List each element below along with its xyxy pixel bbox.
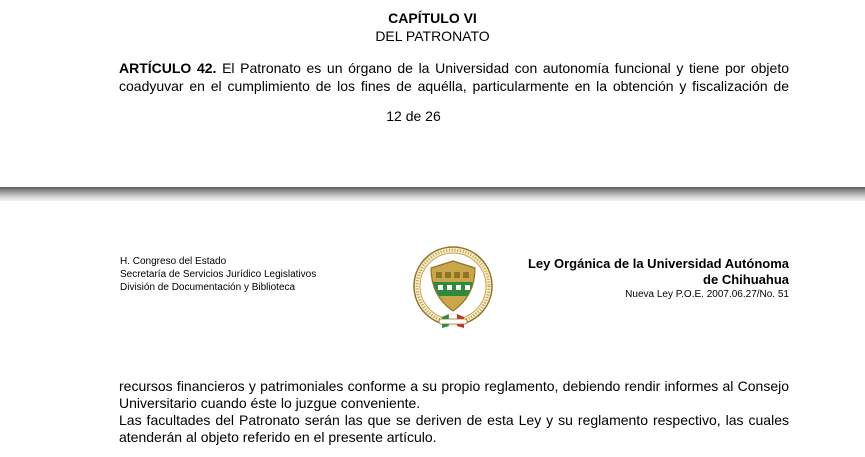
article-label: ARTÍCULO 42. <box>119 60 217 76</box>
body-paragraph: recursos financieros y patrimoniales conforme a su propio reglamento, debiendo rendir informes al Consejo Universitario cuando éste lo juzgue conveniente. <box>119 378 789 411</box>
document-page-upper <box>0 0 865 187</box>
body-paragraph: Las facultades del Patronato serán las que se deriven de esta Ley y su reglamento respectivo, las cuales atenderán al objeto referido en el presente artículo. <box>119 412 789 445</box>
header-right <box>528 256 789 302</box>
congress-seal-icon <box>412 244 494 334</box>
chapter-subtitle: DEL PATRONATO <box>375 28 490 44</box>
article-42-paragraph <box>119 59 789 95</box>
header-left-line: Secretaría de Servicios Jurídico Legislativos <box>120 269 317 280</box>
page-separator <box>0 187 865 201</box>
article-text: El Patronato es un órgano de la Universidad con autonomía funcional y tiene por objeto coadyuvar en el cumplimiento de los fines de aquélla, particularmente en la obtención y fiscalización de <box>119 60 789 94</box>
header-left-line: División de Documentación y Biblioteca <box>120 282 296 293</box>
law-title-line2: de Chihuahua <box>703 272 789 287</box>
header-left <box>120 255 316 294</box>
law-subtitle: Nueva Ley P.O.E. 2007.06.27/No. 51 <box>625 289 789 300</box>
law-title-line1: Ley Orgánica de la Universidad Autónoma <box>527 256 789 271</box>
document-page-lower <box>0 201 865 457</box>
page-number: 12 de 26 <box>386 108 441 124</box>
chapter-title: CAPÍTULO VI <box>388 10 477 26</box>
header-left-line: H. Congreso del Estado <box>120 256 227 267</box>
